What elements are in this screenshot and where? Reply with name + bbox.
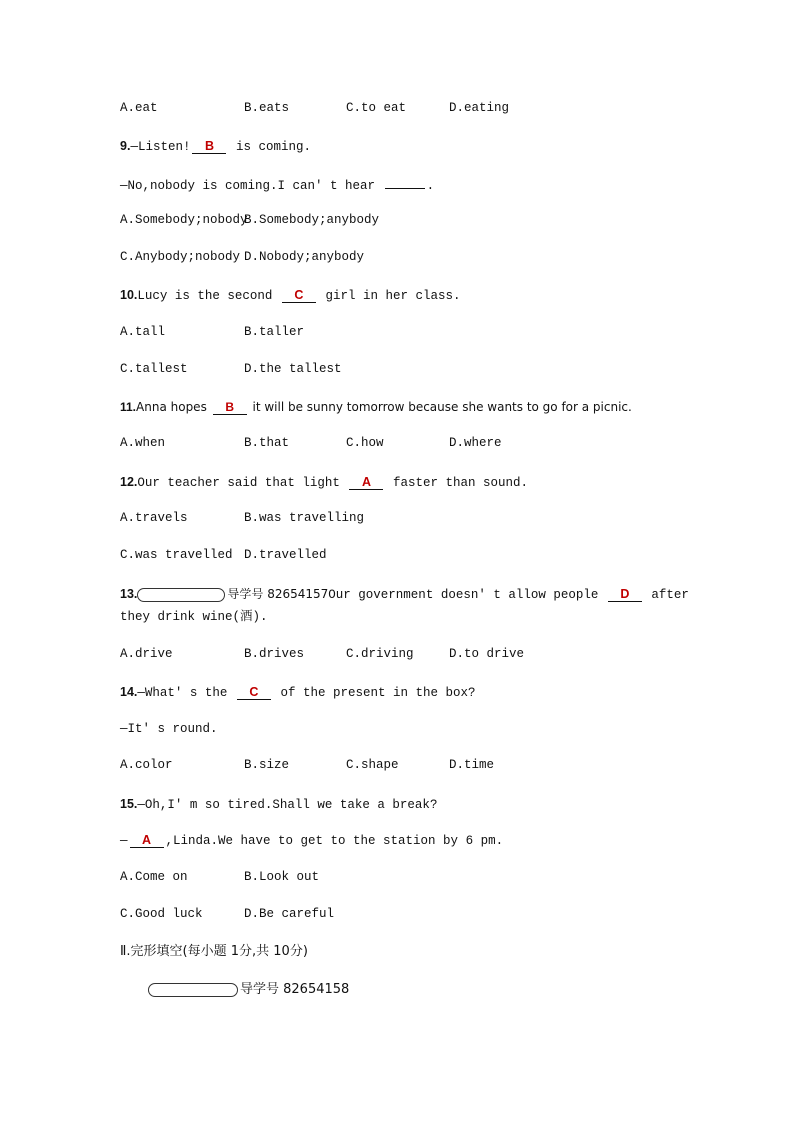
q10-stem [120,287,460,304]
q10-prefix: Lucy is the second [137,289,273,303]
q11-option-b: B.that [244,436,290,450]
q14-answer-blank: C [237,685,271,700]
q12-option-b: B.was travelling [244,511,365,525]
q14-line2: —It' s round. [120,722,218,736]
q14-option-a: A.color [120,758,173,772]
q11-option-a: A.when [120,436,166,450]
q9-option-b: B.Somebody;anybody [244,213,380,227]
q9-option-c: C.Anybody;nobody [120,250,241,264]
q9-option-a: A.Somebody;nobody [120,213,248,227]
q15-stem [120,796,437,813]
q13-suffix: after [651,588,689,602]
q9-answer-blank: B [192,139,226,154]
q9-line2-suffix: . [426,179,435,193]
q15-line2 [120,833,503,849]
q8-option-d: D.eating [449,101,510,115]
q9-stem [120,138,311,155]
q11-suffix: it will be sunny tomorrow because she wants to go for a picnic. [252,400,632,414]
q9-option-d: D.Nobody;anybody [244,250,365,264]
q13-stem [120,586,689,603]
q13-tag: 导学号 82654157 [227,587,329,601]
q15-option-d: D.Be careful [244,907,335,921]
q11-option-d: D.where [449,436,502,450]
q10-option-d: D.the tallest [244,362,342,376]
q8-option-a: A.eat [120,101,158,115]
q11-number: 11. [120,400,137,414]
q10-number: 10. [120,288,138,302]
q15-option-c: C.Good luck [120,907,203,921]
q12-number: 12. [120,475,138,489]
q12-option-a: A.travels [120,511,188,525]
q14-option-c: C.shape [346,758,399,772]
section-2-oval [148,983,238,997]
q14-option-d: D.time [449,758,495,772]
q15-answer-blank: A [130,833,164,848]
q13-option-b: B.drives [244,647,305,661]
section-2-tag: 导学号 82654158 [240,982,350,997]
q13-prefix: Our government doesn' t allow people [328,588,599,602]
q10-answer-blank: C [282,288,316,303]
q13-option-a: A.drive [120,647,173,661]
q13-option-c: C.driving [346,647,414,661]
q14-prefix: —What' s the [137,686,228,700]
q13-answer-blank: D [608,587,642,602]
q14-number: 14. [120,685,138,699]
q13-number: 13. [120,587,138,601]
q12-stem [120,474,528,491]
q9-suffix: is coming. [235,140,311,154]
q8-option-c: C.to eat [346,101,407,115]
q11-prefix: Anna hopes [136,400,207,414]
q11-option-c: C.how [346,436,384,450]
q15-line1: —Oh,I' m so tired.Shall we take a break? [137,798,438,812]
q9-empty-blank [385,176,425,189]
section-2-tag-line [148,982,349,998]
q10-option-b: B.taller [244,325,305,339]
q13-answer-oval [137,588,225,602]
q14-option-b: B.size [244,758,290,772]
q11-answer-blank: B [213,400,247,415]
q15-prefix: — [120,834,128,848]
q9-line2 [120,176,434,194]
q15-option-a: A.Come on [120,870,188,884]
q11-stem [120,399,632,415]
q12-suffix: faster than sound. [392,476,528,490]
q13-option-d: D.to drive [449,647,525,661]
q10-option-a: A.tall [120,325,166,339]
q14-suffix: of the present in the box? [280,686,476,700]
q10-option-c: C.tallest [120,362,188,376]
q9-line2-prefix: —No,nobody is coming.I can' t hear [120,179,376,193]
q13-line2: they drink wine(酒). [120,610,268,624]
q15-option-b: B.Look out [244,870,320,884]
q12-option-c: C.was travelled [120,548,233,562]
section-2-title: Ⅱ.完形填空(每小题 1分,共 10分) [120,944,308,959]
q10-suffix: girl in her class. [325,289,461,303]
q15-number: 15. [120,797,138,811]
q9-number: 9. [120,139,131,153]
q15-suffix: ,Linda.We have to get to the station by 6 pm. [165,834,504,848]
q12-answer-blank: A [349,475,383,490]
q9-prefix: —Listen! [130,140,191,154]
q12-prefix: Our teacher said that light [137,476,340,490]
q14-stem [120,684,475,701]
q8-option-b: B.eats [244,101,290,115]
q12-option-d: D.travelled [244,548,327,562]
